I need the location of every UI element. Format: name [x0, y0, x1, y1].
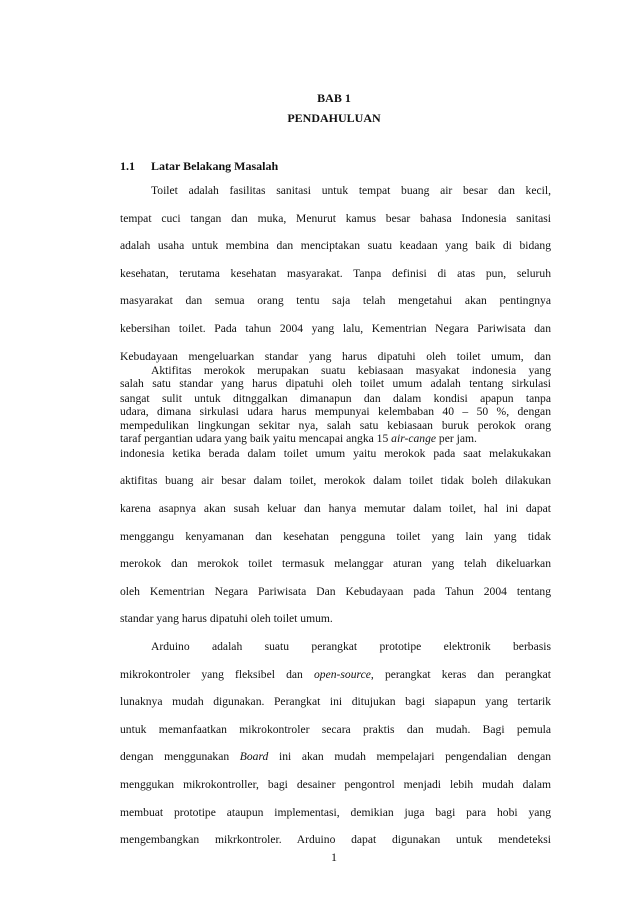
- paragraph-3: [120, 633, 551, 854]
- paragraph-line: Aktifitas merokok merupakan suatu kebiasaan masyakat indonesia yang: [151, 364, 551, 377]
- paragraph-line: Toilet adalah fasilitas sanitasi untuk tempat buang air besar dan kecil,: [151, 184, 551, 197]
- paragraph-line: membuat prototipe ataupun implementasi, demikian juga bagi para hobi yang: [120, 805, 551, 819]
- paragraph-line: menggukan mikrokontroller, bagi desainer pengontrol menjadi lebih mudah dalam: [120, 777, 551, 791]
- paragraph-line: standar yang harus dipatuhi oleh toilet umum.: [120, 612, 333, 626]
- paragraph-line: untuk memanfaatkan mikrokontroler secara praktis dan mudah. Bagi pemula: [120, 722, 551, 736]
- text-run: ini akan mudah mempelajari pengendalian dengan: [268, 750, 552, 764]
- paragraph-line: tempat cuci tangan dan muka, Menurut kamus besar bahasa Indonesia sanitasi: [120, 211, 551, 225]
- chapter-heading: [0, 88, 638, 128]
- text-run: dengan menggunakan: [120, 750, 240, 764]
- italic-term: open-source: [314, 667, 371, 681]
- paragraph-line: oleh Kementrian Negara Pariwisata Dan Kebudayaan pada Tahun 2004 tentang: [120, 584, 551, 598]
- italic-term: air-cange: [391, 432, 437, 446]
- page-number: 1: [331, 850, 337, 864]
- chapter-title: PENDAHULUAN: [287, 111, 381, 125]
- paragraph-line: sangat sulit untuk ditnggalkan dimanapun dan dalam kondisi apapun tanpa: [120, 391, 551, 405]
- italic-term: Board: [239, 750, 269, 764]
- paragraph-2: [120, 357, 551, 633]
- paragraph-line: Arduino adalah suatu perangkat prototipe elektronik berbasis: [151, 640, 551, 653]
- paragraph-line: adalah usaha untuk membina dan menciptakan suatu keadaan yang baik di bidang: [120, 239, 551, 253]
- section-title: Latar Belakang Masalah: [151, 159, 279, 173]
- paragraph-line: lunaknya mudah digunakan. Perangkat ini ditujukan bagi siapapun yang tertarik: [120, 695, 551, 709]
- paragraph-line: mempedulikan lingkungan sekitar nya, salah satu kebiasaan buruk perokok orang: [120, 419, 551, 433]
- paragraph-line: karena asapnya akan susah keluar dan hanya memutar dalam toilet, hal ini dapat: [120, 501, 551, 515]
- paragraph-line: aktifitas buang air besar dalam toilet, merokok dalam toilet tidak boleh dilakukan: [120, 474, 551, 488]
- text-run: per jam.: [436, 432, 477, 446]
- section-number: 1.1: [120, 159, 135, 173]
- paragraph-line: [120, 743, 551, 771]
- paragraph-line: merokok dan merokok toilet termasuk melanggar aturan yang telah dikeluarkan: [120, 557, 551, 571]
- paragraph-line: udara, dimana sirkulasi udara harus mempunyai kelembaban 40 – 50 %, dengan: [120, 404, 551, 418]
- text-run: taraf pergantian udara yang baik yaitu mencapai angka 15: [120, 432, 392, 446]
- text-run: , perangkat keras dan perangkat: [370, 667, 552, 681]
- chapter-number: BAB 1: [317, 91, 351, 105]
- paragraph-line: kebersihan toilet. Pada tahun 2004 yang lalu, Kementrian Negara Pariwisata dan: [120, 321, 551, 335]
- paragraph-line: masyarakat dan semua orang tentu saja telah mengetahui akan pentingnya: [120, 294, 551, 308]
- paragraph-line: salah satu standar yang harus dipatuhi oleh toilet umum adalah tentang sirkulasi: [120, 377, 551, 391]
- paragraph-line: [120, 661, 551, 689]
- paragraph-line: Kebudayaan mengeluarkan standar yang harus dipatuhi oleh toilet umum, dan: [120, 349, 551, 363]
- section-heading: [120, 157, 278, 175]
- paragraph-line: mengembangkan mikrkontroler. Arduino dapat digunakan untuk mendeteksi: [120, 833, 551, 847]
- paragraph-line: kesehatan, terutama kesehatan masyarakat. Tanpa definisi di atas pun, seluruh: [120, 266, 551, 280]
- paragraph-line: menggangu kenyamanan dan kesehatan pengguna toilet yang lain yang tidak: [120, 529, 551, 543]
- paragraph-line: indonesia ketika berada dalam toilet umum yaitu merokok pada saat melakukakan: [120, 446, 551, 460]
- text-run: mikrokontroler yang fleksibel dan: [120, 667, 314, 681]
